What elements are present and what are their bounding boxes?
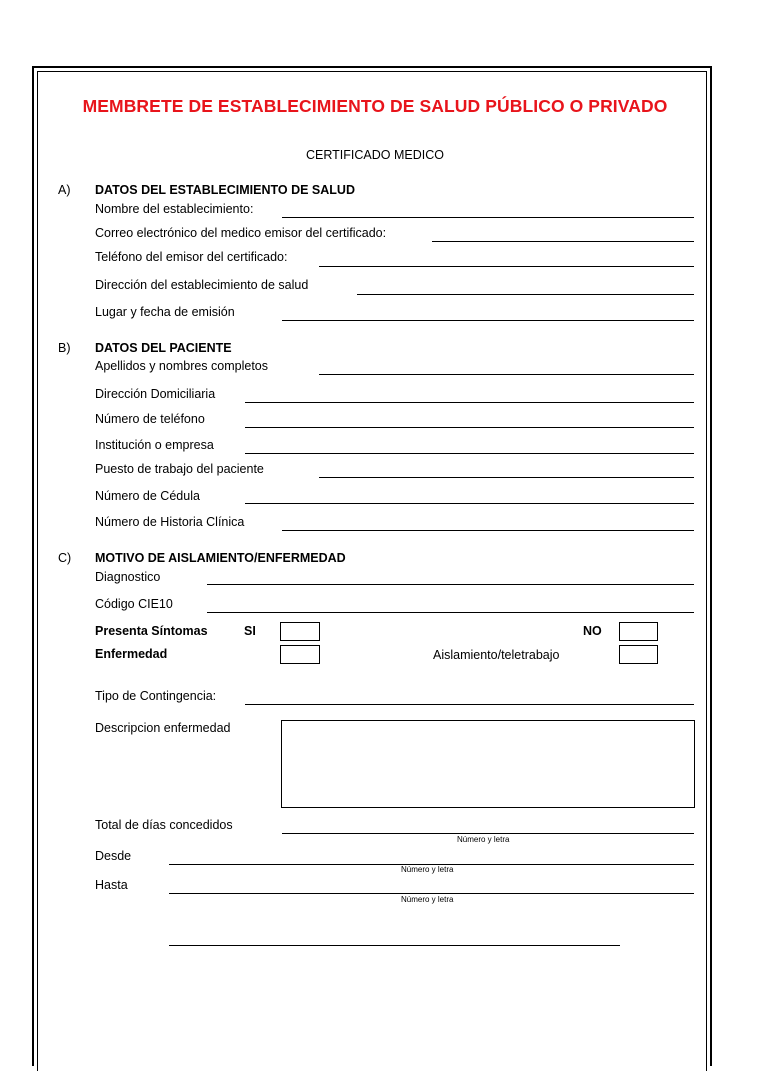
- to-date-hint: Número y letra: [401, 895, 454, 904]
- job-position-field[interactable]: [319, 477, 694, 478]
- isolation-telework-label: Aislamiento/teletrabajo: [433, 648, 560, 662]
- from-date-label: Desde: [95, 849, 132, 863]
- clinical-history-label: Número de Historia Clínica: [95, 515, 245, 529]
- patient-name-label: Apellidos y nombres completos: [95, 359, 268, 373]
- clinical-history-field[interactable]: [282, 530, 694, 531]
- section-b-letter: B): [58, 341, 71, 355]
- institution-field[interactable]: [245, 453, 694, 454]
- isolation-telework-box[interactable]: [619, 645, 658, 664]
- to-date-label: Hasta: [95, 878, 128, 892]
- establishment-name-field[interactable]: [282, 217, 694, 218]
- job-position-label: Puesto de trabajo del paciente: [95, 462, 264, 476]
- section-c-title: MOTIVO DE AISLAMIENTO/ENFERMEDAD: [95, 551, 346, 565]
- document-title: CERTIFICADO MEDICO: [306, 148, 444, 162]
- home-address-label: Dirección Domiciliaria: [95, 387, 216, 401]
- total-days-field[interactable]: [282, 833, 694, 834]
- place-date-label: Lugar y fecha de emisión: [95, 305, 235, 319]
- diagnosis-label: Diagnostico: [95, 570, 161, 584]
- to-date-field[interactable]: [169, 893, 694, 894]
- establishment-name-label: Nombre del establecimiento:: [95, 202, 254, 216]
- contingency-type-field[interactable]: [245, 704, 694, 705]
- total-days-hint: Número y letra: [457, 835, 510, 844]
- section-b-title: DATOS DEL PACIENTE: [95, 341, 232, 355]
- doctor-email-field[interactable]: [432, 241, 694, 242]
- symptoms-yes-box[interactable]: [280, 622, 320, 641]
- illness-label: Enfermedad: [95, 647, 168, 661]
- symptoms-no-label: NO: [583, 624, 602, 638]
- total-days-label: Total de días concedidos: [95, 818, 233, 832]
- id-number-field[interactable]: [245, 503, 694, 504]
- issuer-phone-field[interactable]: [319, 266, 694, 267]
- cie10-label: Código CIE10: [95, 597, 173, 611]
- phone-number-label: Número de teléfono: [95, 412, 205, 426]
- symptoms-label: Presenta Síntomas: [95, 624, 208, 638]
- place-date-field[interactable]: [282, 320, 694, 321]
- section-a-letter: A): [58, 183, 71, 197]
- illness-box[interactable]: [280, 645, 320, 664]
- illness-description-box[interactable]: [281, 720, 695, 808]
- establishment-address-field[interactable]: [357, 294, 694, 295]
- illness-description-label: Descripcion enfermedad: [95, 721, 231, 735]
- home-address-field[interactable]: [245, 402, 694, 403]
- signature-line[interactable]: [169, 945, 620, 946]
- id-number-label: Número de Cédula: [95, 489, 200, 503]
- section-a-title: DATOS DEL ESTABLECIMIENTO DE SALUD: [95, 183, 355, 197]
- from-date-hint: Número y letra: [401, 865, 454, 874]
- institution-label: Institución o empresa: [95, 438, 214, 452]
- patient-name-field[interactable]: [319, 374, 694, 375]
- cie10-field[interactable]: [207, 612, 694, 613]
- letterhead: MEMBRETE DE ESTABLECIMIENTO DE SALUD PÚBLICO O PRIVADO: [82, 96, 668, 116]
- symptoms-no-box[interactable]: [619, 622, 658, 641]
- phone-number-field[interactable]: [245, 427, 694, 428]
- diagnosis-field[interactable]: [207, 584, 694, 585]
- section-c-letter: C): [58, 551, 72, 565]
- establishment-address-label: Dirección del establecimiento de salud: [95, 278, 309, 292]
- doctor-email-label: Correo electrónico del medico emisor del certificado:: [95, 226, 387, 240]
- symptoms-yes-label: SI: [244, 624, 256, 638]
- contingency-type-label: Tipo de Contingencia:: [95, 689, 217, 703]
- issuer-phone-label: Teléfono del emisor del certificado:: [95, 250, 288, 264]
